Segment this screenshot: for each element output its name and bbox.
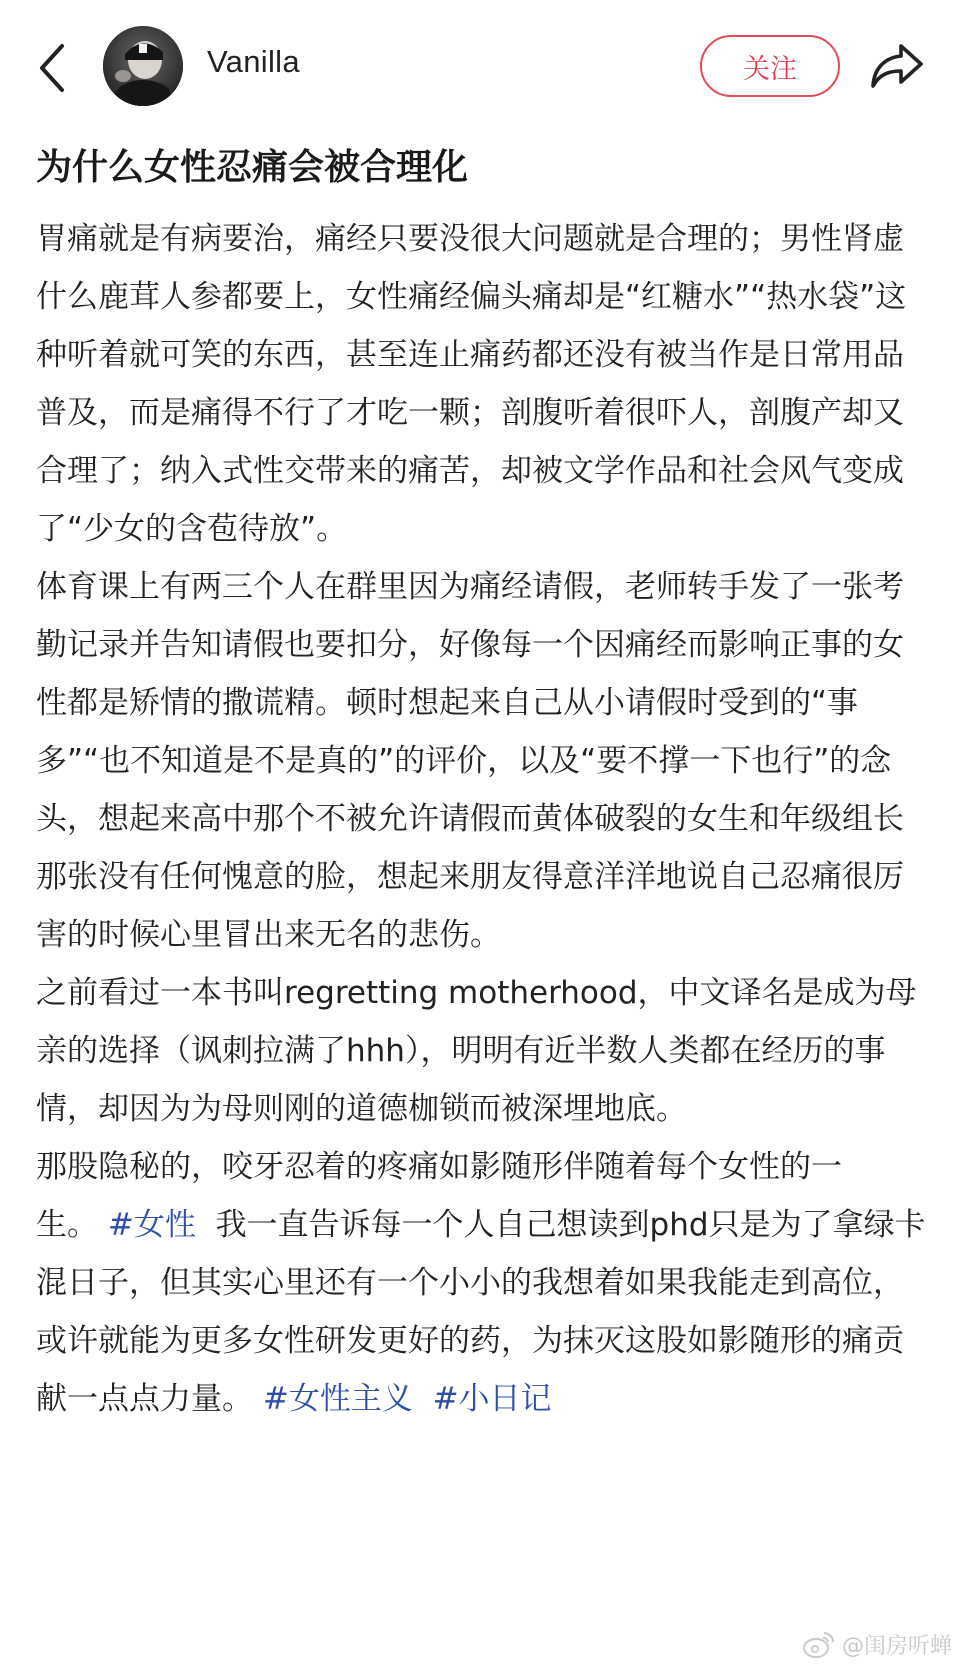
post-body [36, 210, 926, 1428]
watermark [802, 1625, 952, 1663]
paragraph-text: 那股隐秘的，咬牙忍着的疼痛如影随形伴随着每个女性的一生。 [36, 1149, 842, 1243]
post-title: 为什么女性忍痛会被合理化 [36, 147, 469, 188]
avatar-image [103, 26, 183, 106]
hashtag-feminism[interactable]: #女性主义 [262, 1381, 413, 1417]
hashtag-women[interactable]: #女性 [107, 1207, 196, 1243]
watermark-text: @闺房听蝉 [841, 1633, 952, 1659]
chevron-left-icon [32, 38, 82, 98]
back-button[interactable] [32, 38, 82, 98]
post-paragraph-2: 体育课上有两三个人在群里因为痛经请假，老师转手发了一张考勤记录并告知请假也要扣分，好像每一个因痛经而影响正事的女性都是矫情的撒谎精。顿时想起来自己从小请假时受到的“事多”“也不知道是不是真的”的评价，以及“要不撑一下也行”的念头，想起来高中那个不被允许请假而黄体破裂的女生和年级组长那张没有任何愧意的脸，想起来朋友得意洋洋地说自己忍痛很厉害的时候心里冒出来无名的悲伤。 [36, 569, 904, 953]
post-paragraph-3: 之前看过一本书叫regretting motherhood，中文译名是成为母亲的选择（讽刺拉满了hhh），明明有近半数人类都在经历的事情，却因为为母则刚的道德枷锁而被深埋地底。 [36, 975, 917, 1127]
username[interactable]: Vanilla [207, 44, 300, 79]
post-paragraph-1: 胃痛就是有病要治，痛经只要没很大问题就是合理的；男性肾虚什么鹿茸人参都要上，女性痛经偏头痛却是“红糖水”“热水袋”这种听着就可笑的东西，甚至连止痛药都还没有被当作是日常用品普及，而是痛得不行了才吃一颗；剖腹听着很吓人，剖腹产却又合理了；纳入式性交带来的痛苦，却被文学作品和社会风气变成了“少女的含苞待放”。 [36, 221, 907, 547]
post-header [0, 0, 960, 135]
follow-button[interactable]: 关注 [700, 35, 840, 97]
post-paragraph-4 [36, 1138, 926, 1428]
share-icon [868, 40, 926, 92]
share-button[interactable] [868, 40, 926, 92]
avatar[interactable] [103, 26, 183, 106]
hashtag-diary[interactable]: #小日记 [432, 1381, 552, 1417]
weibo-logo-icon [802, 1629, 836, 1659]
paragraph-text: 我一直告诉每一个人自己想读到phd只是为了拿绿卡混日子，但其实心里还有一个小小的我想着如果我能走到高位，或许就能为更多女性研发更好的药，为抹灭这股如影随形的痛贡献一点点力量。 [36, 1207, 926, 1417]
